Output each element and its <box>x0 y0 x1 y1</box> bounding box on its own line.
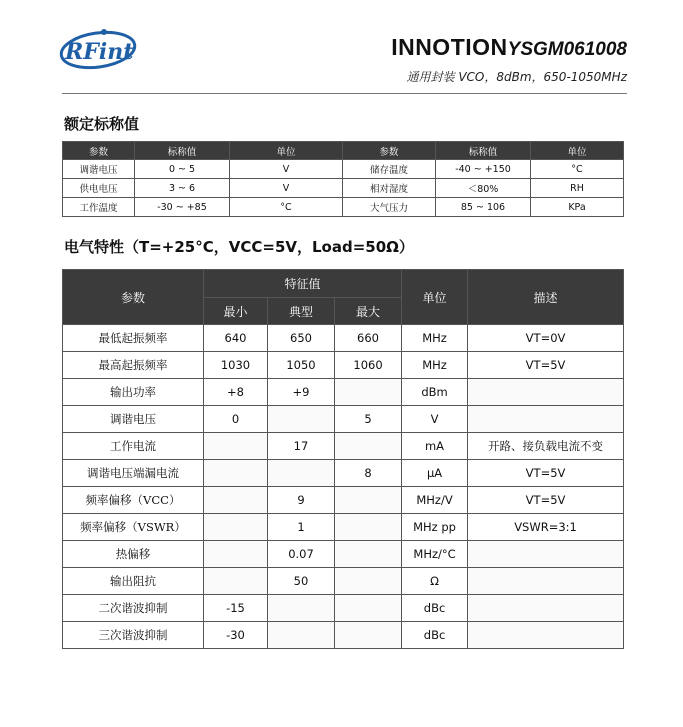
electrical-cell <box>468 568 624 595</box>
ratings-cell: -30 ~ +85 <box>135 198 230 217</box>
col-typ: 典型 <box>268 298 335 325</box>
ratings-cell: 供电电压 <box>63 179 135 198</box>
table-row <box>63 595 624 622</box>
ratings-cell: 3 ~ 6 <box>135 179 230 198</box>
ratings-header-row <box>63 142 624 160</box>
electrical-cell: 1030 <box>204 352 268 379</box>
electrical-cell <box>268 406 335 433</box>
electrical-cell: 频率偏移（VCC） <box>63 487 204 514</box>
col-desc: 描述 <box>468 270 624 325</box>
table-row <box>63 179 624 198</box>
electrical-cell: dBc <box>402 622 468 649</box>
ratings-header-cell: 单位 <box>230 142 343 160</box>
ratings-cell: KPa <box>531 198 624 217</box>
electrical-cell: 1060 <box>335 352 402 379</box>
electrical-cell: +9 <box>268 379 335 406</box>
electrical-cell: 8 <box>335 460 402 487</box>
electrical-cell <box>468 406 624 433</box>
electrical-cell <box>335 487 402 514</box>
electrical-cell <box>204 433 268 460</box>
electrical-cell: VT=5V <box>468 460 624 487</box>
ratings-table <box>62 141 624 217</box>
electrical-cell: V <box>402 406 468 433</box>
ratings-cell: ＜80% <box>436 179 531 198</box>
ratings-cell: 相对湿度 <box>343 179 436 198</box>
table-row <box>63 379 624 406</box>
electrical-cell: mA <box>402 433 468 460</box>
electrical-cell <box>204 460 268 487</box>
ratings-cell: 85 ~ 106 <box>436 198 531 217</box>
electrical-cell <box>268 595 335 622</box>
brand-line <box>391 34 627 61</box>
col-param: 参数 <box>63 270 204 325</box>
electrical-cell: VT=5V <box>468 487 624 514</box>
ratings-header-cell: 单位 <box>531 142 624 160</box>
electrical-cell: dBc <box>402 595 468 622</box>
brand-name: INNOTION <box>391 34 508 60</box>
ratings-header-cell: 参数 <box>343 142 436 160</box>
electrical-cell <box>268 622 335 649</box>
electrical-cell <box>468 379 624 406</box>
electrical-cell: 0.07 <box>268 541 335 568</box>
col-char: 特征值 <box>204 270 402 298</box>
electrical-cell: dBm <box>402 379 468 406</box>
electrical-cell: 工作电流 <box>63 433 204 460</box>
col-max: 最大 <box>335 298 402 325</box>
electrical-cell: MHz/V <box>402 487 468 514</box>
electrical-cell <box>335 433 402 460</box>
electrical-cell: 17 <box>268 433 335 460</box>
electrical-cell: 0 <box>204 406 268 433</box>
electrical-cell: 开路、接负载电流不变 <box>468 433 624 460</box>
electrical-table <box>62 269 624 649</box>
table-row <box>63 352 624 379</box>
ratings-cell: 调谐电压 <box>63 160 135 179</box>
ratings-header-cell: 参数 <box>63 142 135 160</box>
rfint-logo <box>58 27 142 71</box>
table-row <box>63 325 624 352</box>
ratings-cell: 0 ~ 5 <box>135 160 230 179</box>
electrical-cell: 9 <box>268 487 335 514</box>
electrical-title: 电气特性（T=+25°C，VCC=5V，Load=50Ω） <box>64 238 414 256</box>
electrical-cell <box>268 460 335 487</box>
electrical-cell <box>468 622 624 649</box>
electrical-cell <box>335 568 402 595</box>
electrical-cell: -30 <box>204 622 268 649</box>
ratings-cell: -40 ~ +150 <box>436 160 531 179</box>
table-row <box>63 198 624 217</box>
electrical-cell: μA <box>402 460 468 487</box>
electrical-cell: VT=5V <box>468 352 624 379</box>
electrical-cell: Ω <box>402 568 468 595</box>
electrical-cell: 频率偏移（VSWR） <box>63 514 204 541</box>
table-row <box>63 160 624 179</box>
product-subtitle: 通用封装 VCO，8dBm，650-1050MHz <box>406 70 627 84</box>
table-row <box>63 622 624 649</box>
electrical-cell: MHz <box>402 352 468 379</box>
electrical-cell: 1 <box>268 514 335 541</box>
electrical-cell: VSWR=3:1 <box>468 514 624 541</box>
electrical-cell <box>204 514 268 541</box>
ratings-cell: °C <box>230 198 343 217</box>
electrical-cell <box>468 595 624 622</box>
electrical-cell: 650 <box>268 325 335 352</box>
ratings-cell: RH <box>531 179 624 198</box>
ratings-cell: V <box>230 179 343 198</box>
electrical-cell <box>335 514 402 541</box>
table-row <box>63 568 624 595</box>
electrical-cell: 最低起振频率 <box>63 325 204 352</box>
svg-text:RFint: RFint <box>65 39 134 65</box>
electrical-cell <box>335 379 402 406</box>
electrical-cell: MHz/°C <box>402 541 468 568</box>
electrical-cell: 5 <box>335 406 402 433</box>
electrical-cell: 640 <box>204 325 268 352</box>
electrical-cell: 二次谐波抑制 <box>63 595 204 622</box>
model-number: YSGM061008 <box>507 39 627 60</box>
electrical-cell <box>335 541 402 568</box>
electrical-cell: 最高起振频率 <box>63 352 204 379</box>
ratings-cell: °C <box>531 160 624 179</box>
electrical-cell <box>204 487 268 514</box>
table-row <box>63 406 624 433</box>
ratings-header-cell: 标称值 <box>436 142 531 160</box>
table-row <box>63 487 624 514</box>
table-row <box>63 541 624 568</box>
electrical-cell <box>204 568 268 595</box>
ratings-cell: 大气压力 <box>343 198 436 217</box>
electrical-cell: 50 <box>268 568 335 595</box>
ratings-title: 额定标称值 <box>64 115 140 133</box>
table-row <box>63 514 624 541</box>
electrical-cell: 三次谐波抑制 <box>63 622 204 649</box>
electrical-cell: VT=0V <box>468 325 624 352</box>
electrical-cell: 输出阻抗 <box>63 568 204 595</box>
electrical-cell <box>468 541 624 568</box>
electrical-cell: MHz pp <box>402 514 468 541</box>
header-divider <box>62 93 627 94</box>
table-row <box>63 460 624 487</box>
ratings-cell: 工作温度 <box>63 198 135 217</box>
electrical-cell: -15 <box>204 595 268 622</box>
col-min: 最小 <box>204 298 268 325</box>
electrical-cell: 热偏移 <box>63 541 204 568</box>
electrical-cell: 660 <box>335 325 402 352</box>
electrical-cell: MHz <box>402 325 468 352</box>
electrical-cell <box>335 595 402 622</box>
ratings-header-cell: 标称值 <box>135 142 230 160</box>
electrical-cell: 调谐电压 <box>63 406 204 433</box>
electrical-cell <box>335 622 402 649</box>
electrical-cell: 调谐电压端漏电流 <box>63 460 204 487</box>
table-row <box>63 433 624 460</box>
electrical-cell: 输出功率 <box>63 379 204 406</box>
electrical-cell <box>204 541 268 568</box>
ratings-cell: V <box>230 160 343 179</box>
electrical-cell: +8 <box>204 379 268 406</box>
col-unit: 单位 <box>402 270 468 325</box>
electrical-cell: 1050 <box>268 352 335 379</box>
ratings-cell: 储存温度 <box>343 160 436 179</box>
